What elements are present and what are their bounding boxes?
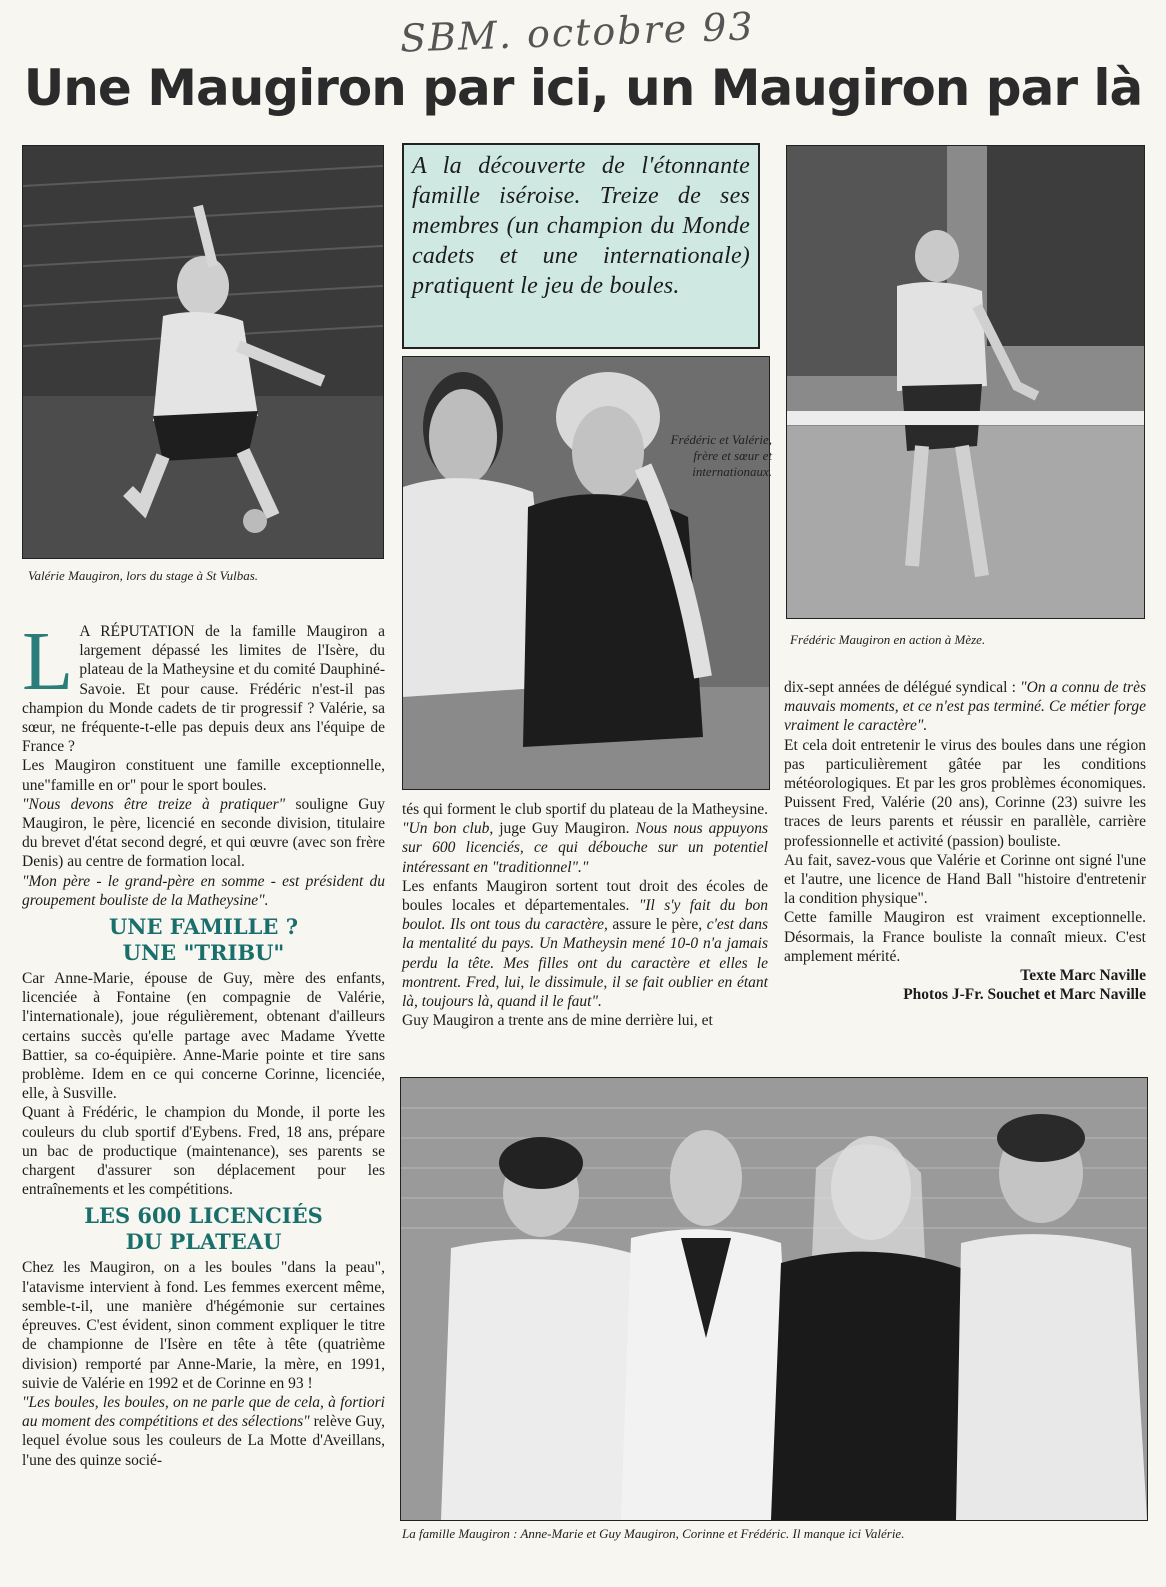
paragraph: Cette famille Maugiron est vraiment exceptionnelle. Désormais, la France bouliste la connaît mieux. C'est amplement mérité. <box>784 909 1146 965</box>
caption-frere-soeur: Frédéric et Valérie, frère et sœur et internationaux. <box>670 432 772 479</box>
caption-valerie: Valérie Maugiron, lors du stage à St Vulbas. <box>28 568 259 583</box>
column-1 <box>22 615 386 1562</box>
paragraph-quote: "Mon père - le grand-père en somme - est président du groupement bouliste de la Matheysine". <box>22 872 385 909</box>
photo-frere-soeur <box>402 356 770 790</box>
column-3 <box>784 678 1146 1058</box>
paragraph-intro: L A RÉPUTATION de la famille Maugiron a largement dépassé les limites de l'Isère, du plateau de la Matheysine et du comité Dauphiné-Savoie. Et pour cause. Frédéric n'est-il pas champion du Monde cadets de tir progressif ? Valérie, sa sœur, ne fréquente-t-elle pas depuis deux ans l'équipe de France ? <box>22 615 385 756</box>
paragraph: Quant à Frédéric, le champion du Monde, il porte les couleurs du club sportif d'Eybens. Fred, 18 ans, prépare un bac de productique (maintenance), ses parents se chargent d'assurer son déplacement pour les entraînements et les compétitions. <box>22 1104 385 1199</box>
paragraph: Chez les Maugiron, on a les boules "dans la peau", l'atavisme intervient à fond. Les femmes exercent même, semble-t-il, une manière d'hégémonie sur certaines épreuves. C'est évident, sinon comment expliquer le titre de championne de l'Isère en tête à tête (quatrième division) remporté par Anne-Marie, la mère, en 1991, suivie de Valérie en 1992 et de Corinne en 93 ! <box>22 1259 385 1392</box>
headline: Une Maugiron par ici, un Maugiron par là <box>23 59 1143 117</box>
paragraph: Les Maugiron constituent une famille exceptionnelle, une"famille en or" pour le sport boules. <box>22 757 385 794</box>
caption-famille: La famille Maugiron : Anne-Marie et Guy Maugiron, Corinne et Frédéric. Il manque ici Valérie. <box>402 1526 905 1541</box>
photo-famille <box>400 1077 1148 1521</box>
paragraph: Et cela doit entretenir le virus des boules dans une région pas particulièrement gâtée par les conditions météorologiques. Et par les gros problèmes économiques. Puissent Fred, Valérie (20 ans), Corinne (23) suivre les traces de leurs parents et réussir en parallèle, carrière professionnelle et activité (passion) bouliste. <box>784 736 1146 850</box>
photo-frere-soeur-drawing <box>403 357 769 789</box>
photo-frederic-drawing <box>787 146 1144 618</box>
handwritten-note: SBM. octobre 93 <box>399 4 756 61</box>
paragraph: Guy Maugiron a trente ans de mine derrière lui, et <box>402 1012 713 1030</box>
drop-cap: L <box>22 615 74 708</box>
paragraph: dix-sept années de délégué syndical : "On a connu de très mauvais moments, et ce n'est pas terminé. Ce métier forge vraiment le caractère". <box>784 679 1146 735</box>
paragraph: Au fait, savez-vous que Valérie et Corinne ont signé l'une et l'autre, une licence de Hand Ball "histoire d'entretenir la condition physique". <box>784 851 1146 908</box>
photo-valerie <box>22 145 384 559</box>
paragraph: tés qui forment le club sportif du plateau de la Matheysine. "Un bon club, juge Guy Maugiron. Nous nous appuyons sur 600 licenciés, ce qui débouche sur un potentiel intéressant en "traditionnel"." <box>402 801 768 876</box>
column-2 <box>402 800 768 1055</box>
paragraph: Car Anne-Marie, épouse de Guy, mère des enfants, licenciée à Fontaine (en compagnie de Valérie, l'internationale), joue régulièrement, obtenant d'ailleurs certains succès qu'elle partage avec Madame Yvette Battier, sa co-équipière. Anne-Marie pointe et tire sans problème. Idem en ce qui concerne Corinne, licenciée, elle, à Susville. <box>22 970 385 1103</box>
subhead-licencies: LES 600 LICENCIÉS DU PLATEAU <box>84 1203 323 1255</box>
paragraph: Les enfants Maugiron sortent tout droit des écoles de boules locales et départementales. "Il s'y fait du bon boulot. Ils ont tous du caractère, assure le père, c'est dans la mentalité du pays. Un Matheysin mené 10-0 n'a jamais perdu la tête. Mes filles ont du caractère et elles le montrent. Fred, lui, le dissimule, il se fait oublier en étant là, toujours là, quand il le faut". <box>402 877 769 1011</box>
lead-box: A la découverte de l'étonnante famille iséroise. Treize de ses membres (un champion du Monde cadets et une internationale) pratiquent le jeu de boules. <box>402 143 760 349</box>
paragraph: "Nous devons être treize à pratiquer" souligne Guy Maugiron, le père, licencié en seconde division, titulaire du brevet d'état second degré, et qui œuvre (avec son frère Denis) au centre de formation local. <box>22 795 386 871</box>
photo-frederic <box>786 145 1145 619</box>
subhead-famille: UNE FAMILLE ? UNE "TRIBU" <box>108 914 299 966</box>
credit-text: Texte Marc Naville <box>1020 967 1146 985</box>
paragraph: "Les boules, les boules, on ne parle que de cela, à fortiori au moment des compétitions et des sélections" relève Guy, lequel évolue sous les couleurs de La Motte d'Aveillans, l'une des quinze socié- <box>22 1393 385 1469</box>
caption-frederic: Frédéric Maugiron en action à Mèze. <box>790 632 986 647</box>
photo-valerie-drawing <box>23 146 383 558</box>
photo-famille-drawing <box>401 1078 1147 1520</box>
credit-photos: Photos J-Fr. Souchet et Marc Naville <box>903 986 1146 1004</box>
